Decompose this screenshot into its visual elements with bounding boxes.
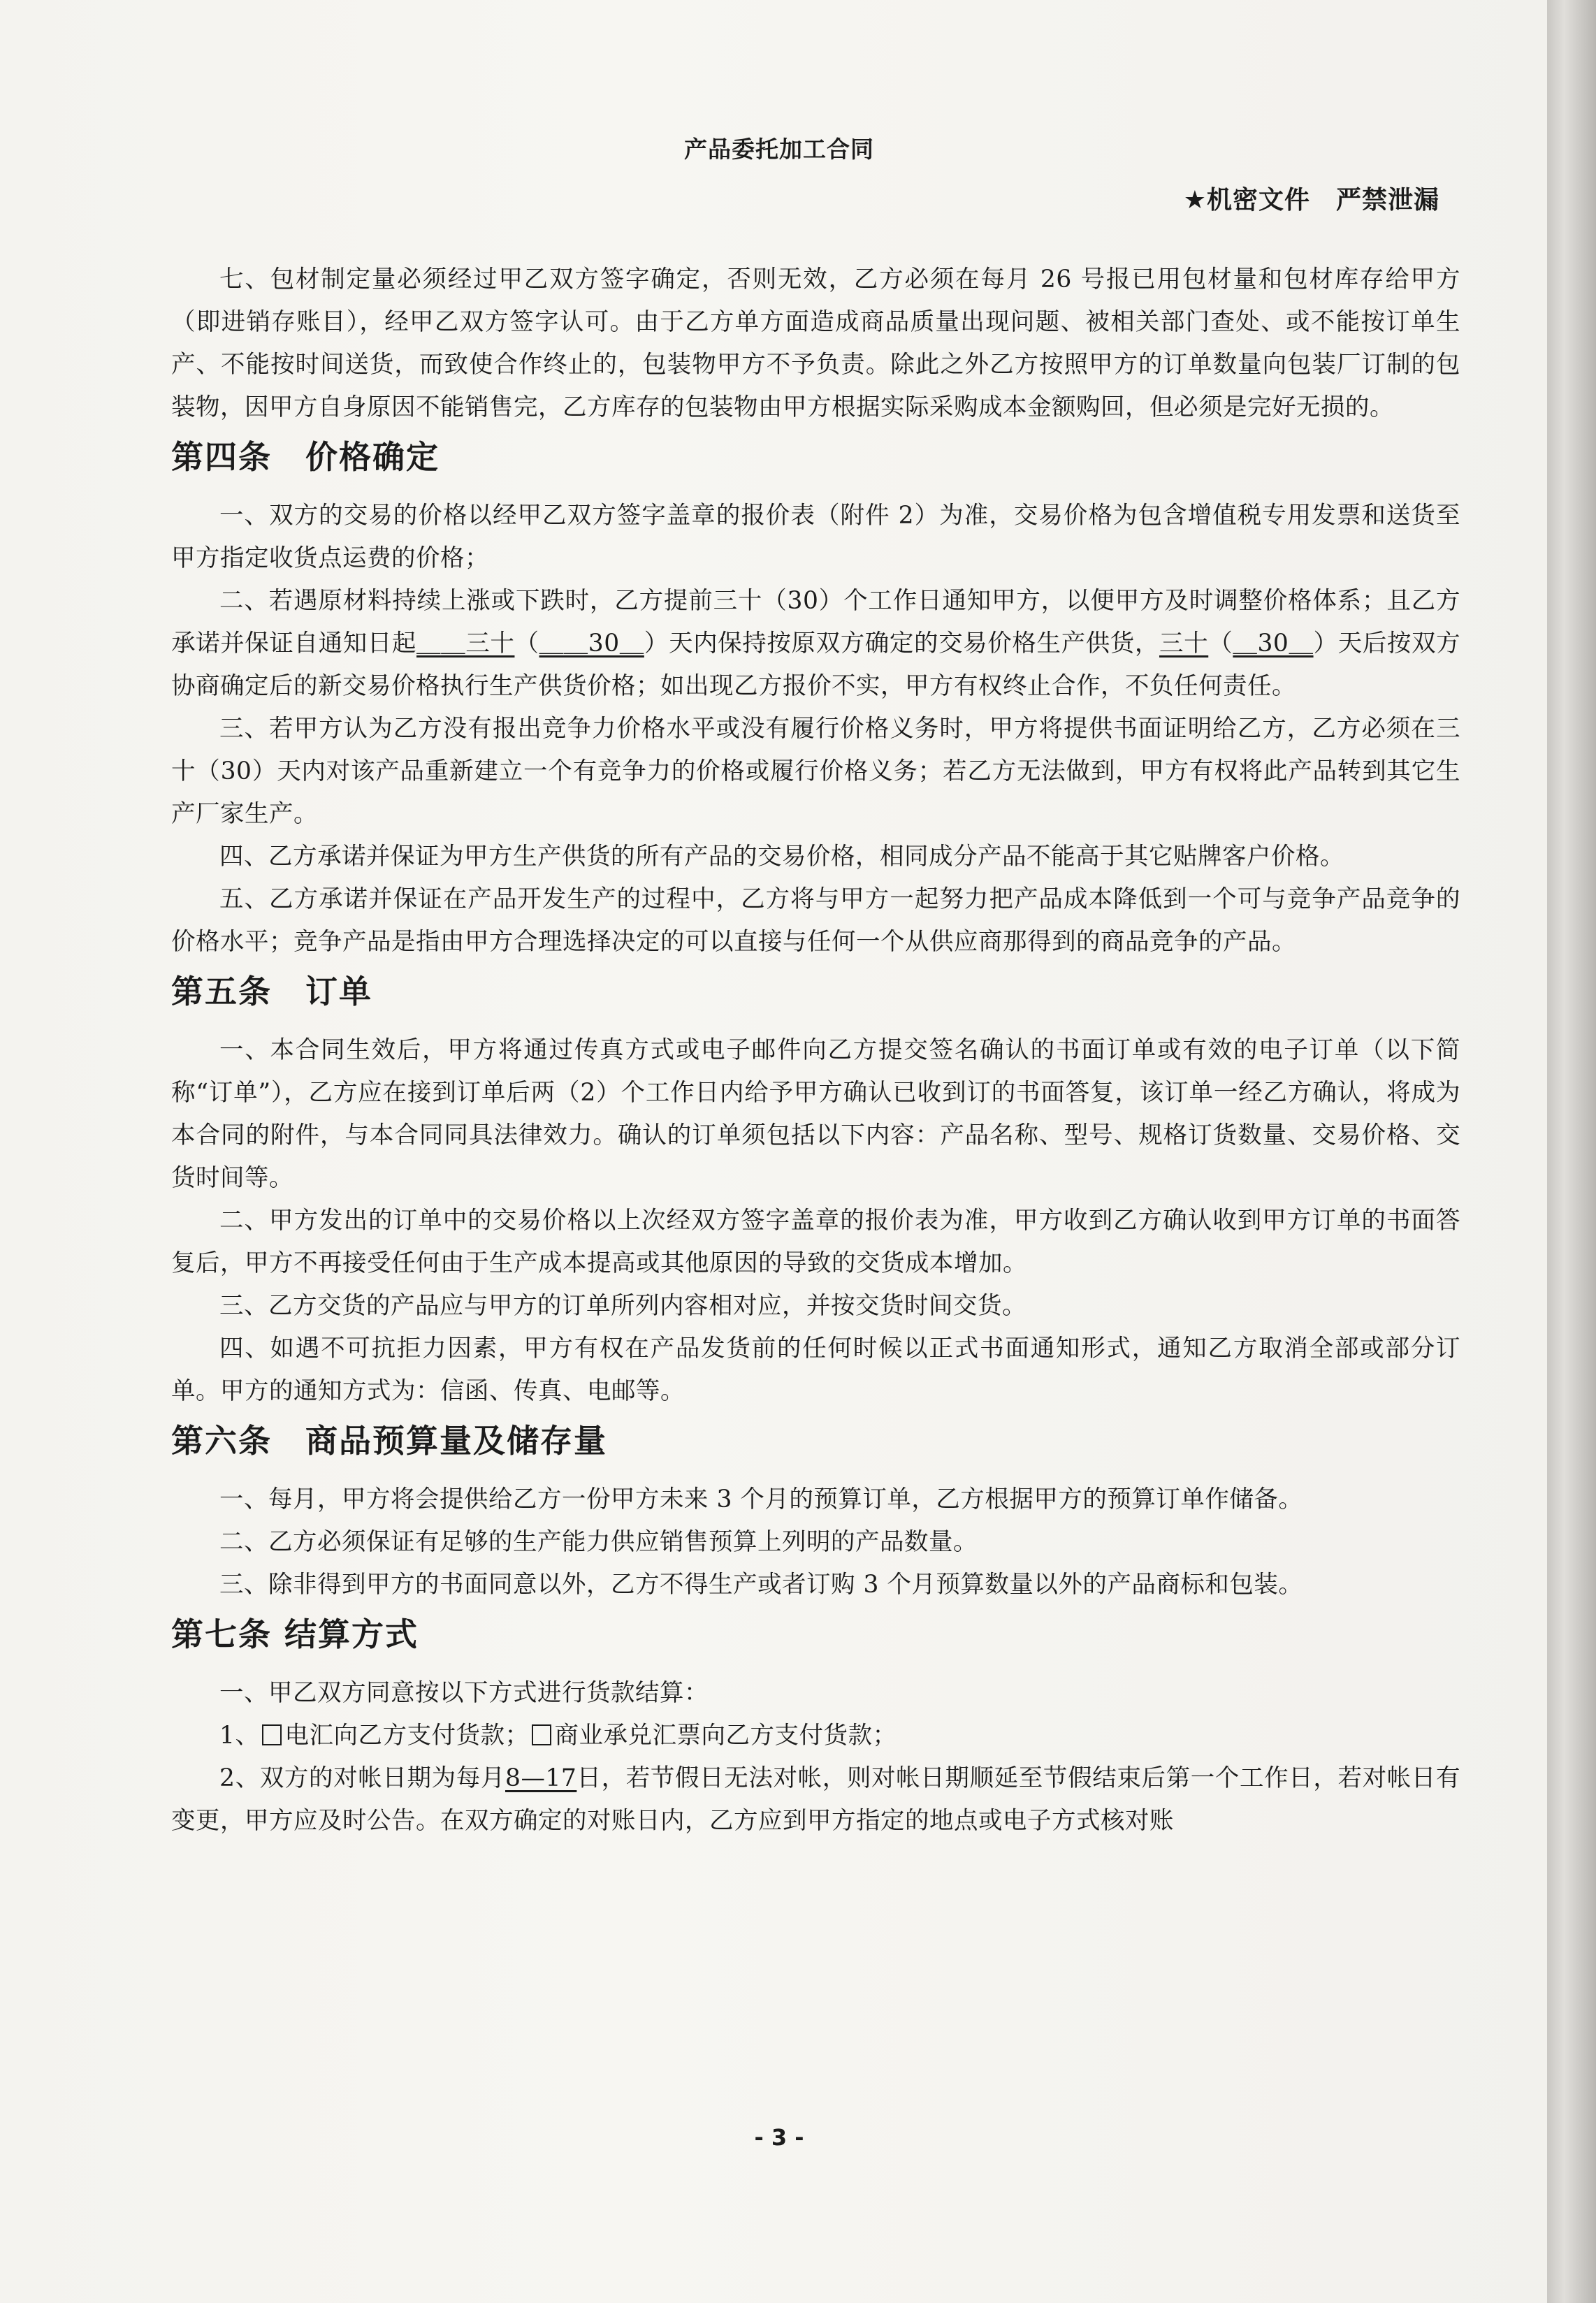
document-header-title: 产品委托加工合同 — [684, 136, 874, 163]
fill-in-days-2: 三十 — [1159, 630, 1209, 658]
article-4-para-5: 五、乙方承诺并保证在产品开发生产的过程中，乙方将与甲方一起努力把产品成本降低到一个可与竞争产品竞争的价格水平；竞争产品是指由甲方合理选择决定的可以直接与任何一个从供应商那得到的商品竞争的产品。 — [171, 885, 1460, 956]
article-6-para-1: 一、每月，甲方将会提供给乙方一份甲方未来 3 个月的预算订单，乙方根据甲方的预算订单作储备。 — [219, 1485, 1303, 1513]
article-7-para-3: 2、双方的对帐日期为每月8—17日，若节假日无法对帐，则对帐日期顺延至节假结束后第一个工作日，若对帐日有变更，甲方应及时公告。在双方确定的对账日内，乙方应到甲方指定的地点或电子方式核对账 — [171, 1764, 1460, 1835]
article-5-para-2: 二、甲方发出的订单中的交易价格以上次经双方签字盖章的报价表为准，甲方收到乙方确认收到甲方订单的书面答复后，甲方不再接受任何由于生产成本提高或其他原因的导致的交货成本增加。 — [171, 1207, 1460, 1277]
article-7-para-2: 1、 电汇向乙方支付货款； 商业承兑汇票向乙方支付货款； — [219, 1722, 897, 1750]
article-4-para-2: 二、若遇原材料持续上涨或下跌时，乙方提前三十（30）个工作日通知甲方，以便甲方及时调整价格体系；且乙方承诺并保证自通知日起＿＿三十（＿＿30＿）天内保持按原双方确定的交易价格生产供货，三十（＿30＿）天后按双方协商确定后的新交易价格执行生产供货价格；如出现乙方报价不实，甲方有权终止合作，不负任何责任。 — [171, 587, 1461, 700]
article-6-para-3: 三、除非得到甲方的书面同意以外，乙方不得生产或者订购 3 个月预算数量以外的产品商标和包装。 — [219, 1571, 1303, 1599]
article-4-para-1: 一、双方的交易的价格以经甲乙双方签字盖章的报价表（附件 2）为准，交易价格为包含增值税专用发票和送货至甲方指定收货点运费的价格； — [171, 502, 1460, 572]
fill-in-days-1-num: ＿＿30＿ — [539, 630, 644, 658]
article-4-heading: 第四条 价格确定 — [171, 438, 440, 476]
article-5-para-1: 一、本合同生效后，甲方将通过传真方式或电子邮件向乙方提交签名确认的书面订单或有效的电子订单（以下简称“订单”），乙方应在接到订单后两（2）个工作日内给予甲方确认已收到订的书面答复，该订单一经乙方确认，将成为本合同的附件，与本合同同具法律效力。确认的订单须包括以下内容：产品名称、型号、规格订货数量、交易价格、交货时间等。 — [171, 1036, 1460, 1192]
article-7-heading: 第七条 结算方式 — [171, 1615, 419, 1653]
article-5-para-4: 四、如遇不可抗拒力因素，甲方有权在产品发货前的任何时候以正式书面通知形式，通知乙方取消全部或部分订单。甲方的通知方式为：信函、传真、电邮等。 — [171, 1335, 1460, 1405]
clause-7-packaging: 七、包材制定量必须经过甲乙双方签字确定，否则无效，乙方必须在每月 26 号报已用包材量和包材库存给甲方（即进销存账目），经甲乙双方签字认可。由于乙方单方面造成商品质量出现问题、被相关部门查处、或不能按订单生产、不能按时间送货，而致使合作终止的，包装物甲方不予负责。除此之外乙方按照甲方的订单数量向包装厂订制的包装物，因甲方自身原因不能销售完，乙方库存的包装物由甲方根据实际采购成本金额购回，但必须是完好无损的。 — [171, 266, 1460, 421]
article-6-para-2: 二、乙方必须保证有足够的生产能力供应销售预算上列明的产品数量。 — [219, 1528, 978, 1556]
fill-in-days-1: ＿＿三十 — [416, 630, 515, 658]
checkbox-wire-transfer — [262, 1724, 282, 1745]
fill-in-reconcile-dates: 8—17 — [505, 1764, 577, 1792]
document-body — [171, 259, 1460, 1843]
page-number: - 3 - — [754, 2124, 804, 2151]
article-6-heading: 第六条 商品预算量及储存量 — [171, 1422, 607, 1460]
article-5-heading: 第五条 订单 — [171, 973, 372, 1010]
article-7-para-1: 一、甲乙双方同意按以下方式进行货款结算： — [219, 1679, 709, 1707]
page-edge-shadow — [1547, 0, 1596, 2303]
fill-in-days-2-num: ＿30＿ — [1233, 630, 1314, 658]
article-4-para-4: 四、乙方承诺并保证为甲方生产供货的所有产品的交易价格，相同成分产品不能高于其它贴牌客户价格。 — [219, 843, 1344, 871]
checkbox-commercial-draft — [532, 1724, 551, 1745]
confidential-mark: ★机密文件 严禁泄漏 — [1183, 186, 1439, 215]
article-4-para-3: 三、若甲方认为乙方没有报出竞争力价格水平或没有履行价格义务时，甲方将提供书面证明给乙方，乙方必须在三十（30）天内对该产品重新建立一个有竞争力的价格或履行价格义务；若乙方无法做到，甲方有权将此产品转到其它生产厂家生产。 — [171, 715, 1460, 828]
article-5-para-3: 三、乙方交货的产品应与甲方的订单所列内容相对应，并按交货时间交货。 — [219, 1292, 1026, 1320]
